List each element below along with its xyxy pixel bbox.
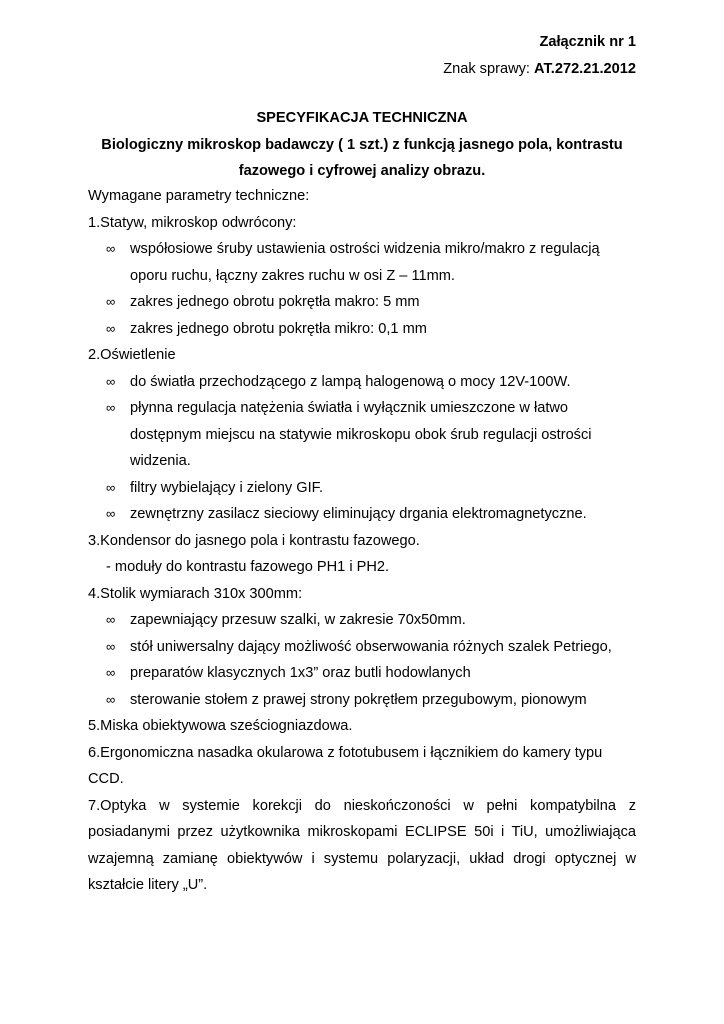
list-item-text: płynna regulacja natężenia światła i wyłącznik umieszczone w łatwo (130, 400, 569, 416)
section-1-heading: 1.Statyw, mikroskop odwrócony: (88, 214, 297, 231)
list-item-text: zewnętrzny zasilacz sieciowy eliminujący drgania elektromagnetyczne. (130, 506, 587, 522)
section-7-line-2: posiadanymi przez użytkownika mikroskopami ECLIPSE 50i i TiU, umożliwiająca (88, 824, 636, 840)
infinity-bullet-icon: ∞ (106, 506, 116, 521)
list-item (88, 395, 636, 422)
infinity-bullet-icon: ∞ (106, 294, 116, 309)
list-item (88, 369, 636, 396)
document-title: SPECYFIKACJA TECHNICZNA (256, 110, 468, 126)
infinity-bullet-icon: ∞ (106, 638, 116, 654)
subtitle-line-1: Biologiczny mikroskop badawczy ( 1 szt.) z funkcją jasnego pola, kontrastu (101, 137, 623, 153)
subtitle-line-2: fazowego i cyfrowej analizy obrazu. (238, 163, 486, 179)
case-reference (443, 61, 636, 77)
intro-text: Wymagane parametry techniczne: (88, 188, 310, 204)
list-item-text: współosiowe śruby ustawienia ostrości widzenia mikro/makro z regulacją (130, 241, 600, 257)
case-ref-label: Znak sprawy: (443, 61, 535, 77)
infinity-bullet-icon: ∞ (106, 479, 116, 495)
infinity-bullet-icon: ∞ (106, 400, 116, 415)
section-7-paragraph (88, 793, 636, 899)
list-item (88, 475, 636, 502)
section-2-heading: 2.Oświetlenie (88, 347, 176, 363)
section-6-line-1: 6.Ergonomiczna nasadka okularowa z fototubusem i łącznikiem do kamery typu (88, 744, 603, 761)
section-7-line-4: kształcie litery „U”. (88, 877, 208, 893)
section-4-heading: 4.Stolik wymiarach 310x 300mm: (88, 585, 303, 602)
list-item (88, 660, 636, 687)
specification-body (88, 183, 636, 899)
section-3-heading: 3.Kondensor do jasnego pola i kontrastu fazowego. (88, 532, 420, 549)
section-7-line-3: wzajemną zamianę obiektywów i systemu polaryzacji, układ drogi optycznej w (88, 850, 636, 867)
list-item-continuation: oporu ruchu, łączny zakres ruchu w osi Z – 11mm. (130, 267, 455, 284)
infinity-bullet-icon: ∞ (106, 691, 116, 707)
list-item (88, 316, 636, 343)
list-item-continuation: dostępnym miejscu na statywie mikroskopu obok śrub regulacji ostrości (130, 426, 592, 443)
infinity-bullet-icon: ∞ (106, 373, 116, 389)
list-item (88, 236, 636, 263)
list-item-text: zakres jednego obrotu pokrętła mikro: 0,1 mm (130, 320, 427, 337)
infinity-bullet-icon: ∞ (106, 241, 116, 256)
list-item (88, 687, 636, 714)
infinity-bullet-icon: ∞ (106, 665, 116, 680)
infinity-bullet-icon: ∞ (106, 320, 116, 336)
list-item (88, 501, 636, 528)
list-item-text: zapewniający przesuw szalki, w zakresie 70x50mm. (130, 612, 466, 628)
list-item-continuation: widzenia. (130, 453, 191, 469)
list-item (88, 607, 636, 634)
list-item-text: zakres jednego obrotu pokrętła makro: 5 mm (130, 294, 420, 310)
list-item-text: filtry wybielający i zielony GIF. (130, 479, 324, 496)
list-item (88, 634, 636, 661)
infinity-bullet-icon: ∞ (106, 612, 116, 627)
section-7-line-1: 7.Optyka w systemie korekcji do nieskończoności w pełni kompatybilna z (88, 797, 636, 814)
list-item-text: do światła przechodzącego z lampą halogenową o mocy 12V-100W. (130, 373, 571, 390)
dash-item: - moduły do kontrastu fazowego PH1 i PH2. (106, 559, 390, 575)
list-item (88, 289, 636, 316)
list-item-text: preparatów klasycznych 1x3” oraz butli hodowlanych (130, 665, 471, 681)
section-5-heading: 5.Miska obiektywowa sześciogniazdowa. (88, 718, 353, 734)
list-item-text: sterowanie stołem z prawej strony pokrętłem przegubowym, pionowym (130, 691, 587, 708)
case-ref-value: AT.272.21.2012 (534, 61, 636, 77)
list-item-text: stół uniwersalny dający możliwość obserwowania różnych szalek Petriego, (130, 638, 612, 655)
attachment-label: Załącznik nr 1 (539, 34, 636, 50)
section-6-line-2: CCD. (88, 771, 124, 787)
